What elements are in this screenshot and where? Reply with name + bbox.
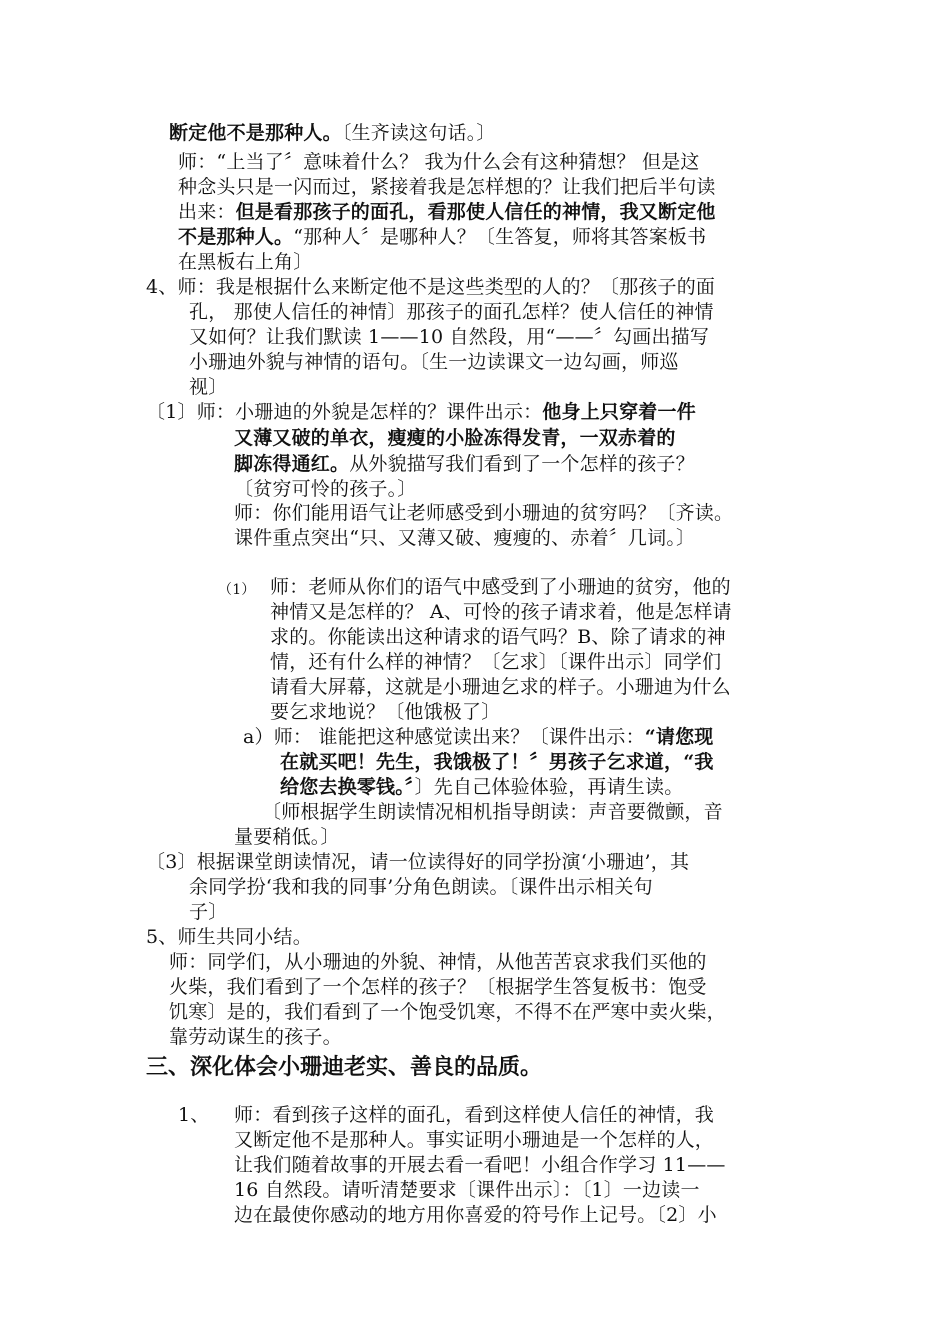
plain-text: “那种人〞是哪种人？〔生答复，师将其答案板书 bbox=[293, 226, 707, 248]
list-marker: （1） bbox=[218, 582, 256, 598]
text-line: 又如何？让我们默读 1——10 自然段，用“——〞勾画出描写 bbox=[189, 326, 710, 348]
plain-text: 〔生齐读这句话。〕 bbox=[341, 122, 496, 144]
text-line: 边在最使你感动的地方用你喜爱的符号作上记号。〔2〕小 bbox=[234, 1204, 717, 1226]
text-line: 请看大屏幕，这就是小珊迪乞求的样子。小珊迪为什么 bbox=[270, 676, 731, 698]
text-line bbox=[169, 121, 496, 145]
text-line: 〔3〕根据课堂朗读情况，请一位读得好的同学扮演‘小珊迪’，其 bbox=[146, 851, 690, 873]
text-line: 〔师根据学生朗读情况相机指导朗读：声音要微颤，音 bbox=[262, 801, 723, 823]
text-line: 情，还有什么样的神情？〔乞求〕〔课件出示〕同学们 bbox=[270, 651, 722, 673]
bold-text: 给您去换零钱。〞 bbox=[280, 776, 415, 798]
bold-text: 在就买吧！先生，我饿极了！〞男孩子乞求道，“我 bbox=[280, 751, 714, 773]
bold-text: “请您现 bbox=[644, 726, 714, 748]
text-line bbox=[146, 400, 696, 424]
plain-text: 从外貌描写我们看到了一个怎样的孩子？ bbox=[349, 453, 695, 475]
text-line: 神情又是怎样的？ A、可怜的孩子请求着，他是怎样请 bbox=[270, 601, 732, 623]
text-line bbox=[178, 200, 716, 224]
text-line: 〔贫穷可怜的孩子。〕 bbox=[234, 478, 417, 500]
text-line: 又断定他不是那种人。事实证明小珊迪是一个怎样的人， bbox=[234, 1129, 715, 1151]
text-line: 要乞求地说？〔他饿极了〕 bbox=[270, 701, 501, 723]
section-heading: 三、深化体会小珊迪老实、善良的品质。 bbox=[146, 1055, 543, 1080]
text-line: 师：“上当了〞意味着什么？ 我为什么会有这种猜想？ 但是这 bbox=[178, 151, 700, 173]
plain-text: a）师： 谁能把这种感觉读出来？〔课件出示： bbox=[243, 726, 645, 748]
plain-text: 出来： bbox=[178, 201, 236, 223]
text-line: 靠劳动谋生的孩子。 bbox=[169, 1026, 342, 1048]
bold-text: 不是那种人。 bbox=[178, 226, 294, 248]
text-line: 师：同学们，从小珊迪的外貌、神情，从他苦苦哀求我们买他的 bbox=[169, 951, 707, 973]
plain-text: 〕先自己体验体验，再请生读。 bbox=[414, 776, 684, 798]
plain-text: 〔1〕师：小珊迪的外貌是怎样的？课件出示： bbox=[146, 401, 543, 423]
text-line: 量要稍低。〕 bbox=[234, 826, 340, 848]
text-line: 5、师生共同小结。 bbox=[146, 926, 312, 948]
text-line: 孔， 那使人信任的神情〕那孩子的面孔怎样？使人信任的神情 bbox=[189, 301, 714, 323]
bold-text: 又薄又破的单衣，瘦瘦的小脸冻得发青，一双赤着的 bbox=[234, 427, 676, 449]
text-line bbox=[243, 725, 714, 749]
text-line: 16 自然段。请听清楚要求〔课件出示〕：〔1〕一边读一 bbox=[234, 1179, 700, 1201]
bold-text: 但是看那孩子的面孔，看那使人信任的神情，我又断定他 bbox=[235, 201, 716, 223]
text-line bbox=[178, 225, 706, 249]
list-marker: 1、 bbox=[178, 1104, 210, 1126]
bold-text: 断定他不是那种人。 bbox=[169, 122, 342, 144]
text-line: 视〕 bbox=[189, 376, 228, 398]
text-line: 余同学扮‘我和我的同事’分角色朗读。〔课件出示相关句 bbox=[189, 876, 653, 898]
text-line: 在黑板右上角〕 bbox=[178, 251, 313, 273]
bold-text: 他身上只穿着一件 bbox=[542, 401, 696, 423]
text-line: 子〕 bbox=[189, 901, 228, 923]
text-line: 师：看到孩子这样的面孔，看到这样使人信任的神情，我 bbox=[234, 1104, 715, 1126]
text-line: 火柴，我们看到了一个怎样的孩子？〔根据学生答复板书：饱受 bbox=[169, 976, 707, 998]
text-line: 种念头只是一闪而过，紧接着我是怎样想的？让我们把后半句读 bbox=[178, 176, 716, 198]
text-line: 小珊迪外貌与神情的语句。〔生一边读课文一边勾画，师巡 bbox=[189, 351, 679, 373]
text-line: 师：老师从你们的语气中感受到了小珊迪的贫穷，他的 bbox=[270, 576, 731, 598]
text-line: 师：你们能用语气让老师感受到小珊迪的贫穷吗？〔齐读。 bbox=[234, 502, 734, 524]
text-line bbox=[234, 452, 695, 476]
text-line bbox=[280, 775, 683, 799]
text-line bbox=[234, 426, 676, 450]
text-line: 课件重点突出“只、又薄又破、瘦瘦的、赤着〞几词。〕 bbox=[234, 527, 696, 549]
text-line: 饥寒〕是的，我们看到了一个饱受饥寒，不得不在严寒中卖火柴， bbox=[169, 1001, 726, 1023]
text-line: 4、师：我是根据什么来断定他不是这些类型的人的？〔那孩子的面 bbox=[146, 276, 716, 298]
text-line bbox=[280, 750, 714, 774]
text-line: 让我们随着故事的开展去看一看吧！小组合作学习 11—— bbox=[234, 1154, 726, 1176]
bold-text: 脚冻得通红。 bbox=[234, 453, 350, 475]
text-line: 求的。你能读出这种请求的语气吗？B、除了请求的神 bbox=[270, 626, 726, 648]
